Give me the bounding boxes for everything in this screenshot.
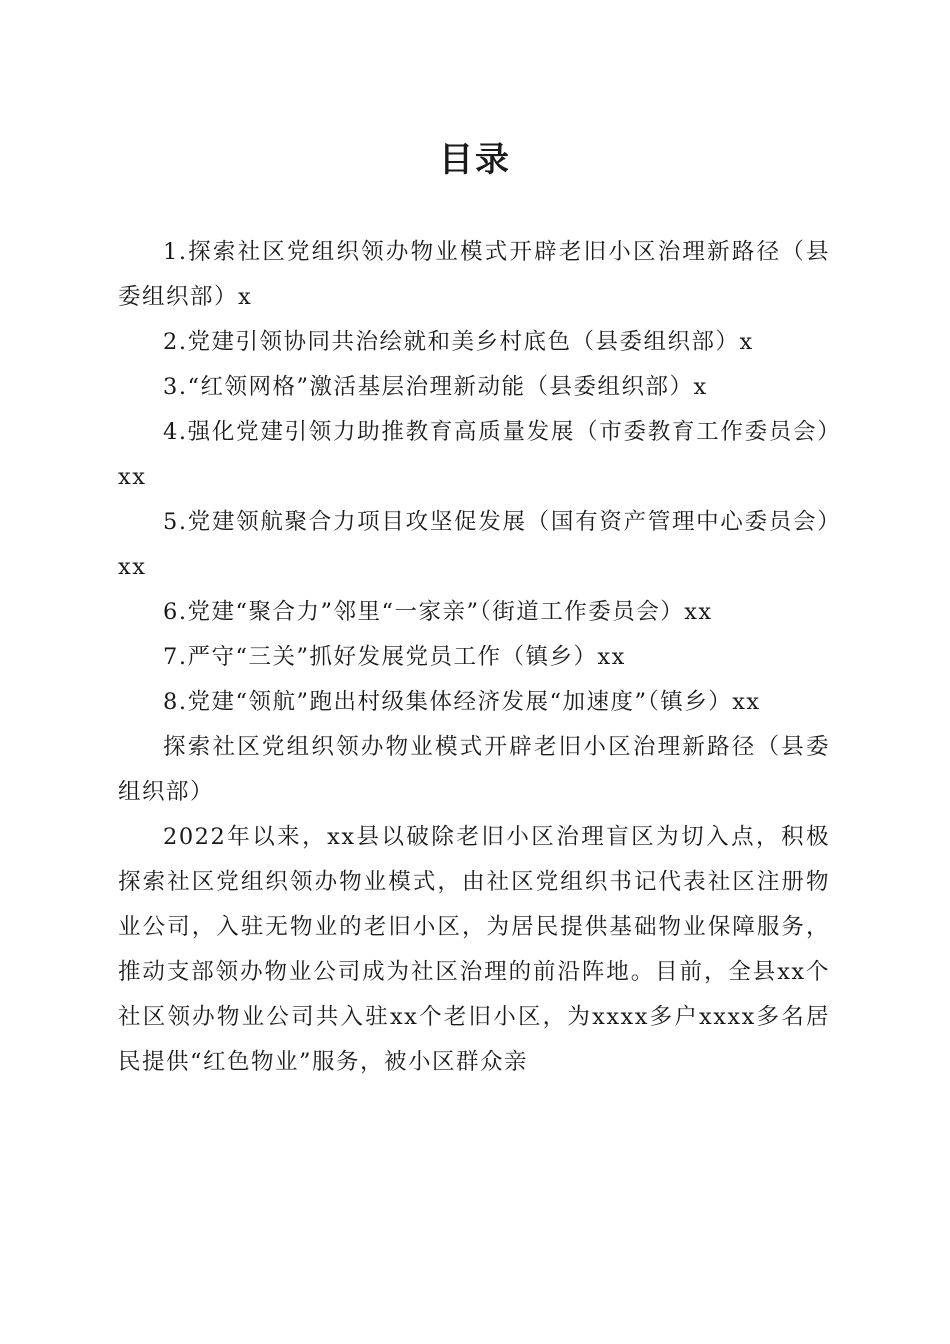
body-paragraph: 2022年以来，xx县以破除老旧小区治理盲区为切入点，积极探索社区党组织领办物业模式，由社区党组织书记代表社区注册物业公司，入驻无物业的老旧小区，为居民提供基础物业保障服务，推动支部领办物业公司成为社区治理的前沿阵地。目前，全县xx个社区领办物业公司共入驻xx个老旧小区，为xxxx多户xxxx多名居民提供“红色物业”服务，被小区群众亲: [118, 824, 830, 1075]
section-heading: 探索社区党组织领办物业模式开辟老旧小区治理新路径（县委组织部）: [118, 734, 830, 805]
toc-item-6: 6.党建“聚合力”邻里“一家亲”（街道工作委员会）xx: [163, 599, 713, 625]
toc-item-8: 8.党建“领航”跑出村级集体经济发展“加速度”（镇乡）xx: [163, 689, 761, 715]
toc-item-3: 3.“红领网格”激活基层治理新动能（县委组织部）x: [163, 374, 708, 400]
toc-item-7: 7.严守“三关”抓好发展党员工作（镇乡）xx: [163, 644, 626, 670]
toc-item-4: 4.强化党建引领力助推教育高质量发展（市委教育工作委员会）xx: [118, 419, 830, 490]
document-content: [118, 230, 830, 1085]
toc-item-2: 2.党建引领协同共治绘就和美乡村底色（县委组织部）x: [163, 329, 754, 355]
toc-item-5: 5.党建领航聚合力项目攻坚促发展（国有资产管理中心委员会）xx: [118, 509, 830, 580]
page-title: 目录: [439, 140, 511, 180]
toc-item-1: 1.探索社区党组织领办物业模式开辟老旧小区治理新路径（县委组织部）x: [118, 239, 830, 310]
